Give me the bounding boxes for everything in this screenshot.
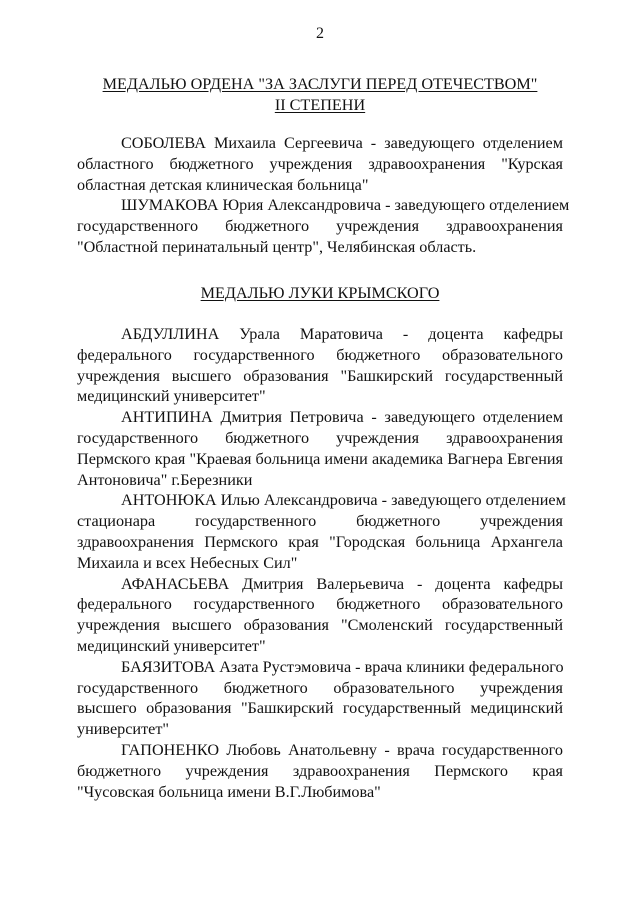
entry-line: АНТИПИНА Дмитрия Петровича - заведующего отделением [121,408,563,427]
award-entry [77,324,563,407]
entry-line: высшего образования "Башкирский государственный медицинский [77,699,563,718]
award-entry [77,490,566,573]
entry-line: Пермского края "Краевая больница имени академика Вагнера Евгения [77,449,563,468]
award-list-order-merit [77,133,570,258]
award-list-luka-krymsky [77,324,566,802]
entry-line: государственного бюджетного учреждения здравоохранения [77,428,563,447]
award-entry [77,657,563,740]
entry-line: БАЯЗИТОВА Азата Рустэмовича - врача клиники федерального [121,657,564,676]
section-heading-luka-krymsky [0,283,640,304]
section-heading-line: МЕДАЛЬЮ ОРДЕНА "ЗА ЗАСЛУГИ ПЕРЕД ОТЕЧЕСТВОМ" [102,75,538,93]
section-heading-line: II СТЕПЕНИ [274,96,366,114]
award-entry [77,407,563,490]
entry-line: "Областной перинатальный центр", Челябинская область. [77,237,477,256]
award-entry [77,195,570,257]
entry-line: ГАПОНЕНКО Любовь Анатольевну - врача государственного [121,740,563,759]
entry-line: Антоновича" г.Березники [77,470,253,489]
entry-line: АФАНАСЬЕВА Дмитрия Валерьевича - доцента кафедры [121,574,563,593]
entry-line: медицинский университет" [77,387,266,406]
award-entry [77,574,563,657]
entry-line: медицинский университет" [77,636,266,655]
entry-line: стационара государственного бюджетного учреждения [77,512,563,531]
entry-line: "Чусовская больница имени В.Г.Любимова" [77,782,381,801]
entry-line: АНТОНЮКА Илью Александровича - заведующего отделением [121,491,566,510]
award-entry [77,740,563,802]
award-entry [77,133,563,195]
entry-line: государственного бюджетного образовательного учреждения [77,678,563,697]
entry-line: СОБОЛЕВА Михаила Сергеевича - заведующего отделением [121,134,563,152]
entry-line: областного бюджетного учреждения здравоохранения "Курская [77,154,563,173]
entry-line: АБДУЛЛИНА Урала Маратовича - доцента кафедры [121,325,563,343]
entry-line: государственного бюджетного учреждения здравоохранения [77,217,563,236]
entry-line: бюджетного учреждения здравоохранения Пермского края [77,761,563,780]
entry-line: федерального государственного бюджетного образовательного [77,345,563,364]
page-number: 2 [316,25,324,42]
section-heading-order-merit [0,74,640,116]
entry-line: федерального государственного бюджетного образовательного [77,595,563,614]
entry-line: учреждения высшего образования "Смоленский государственный [77,616,563,635]
entry-line: Михаила и всех Небесных Сил" [77,553,298,572]
entry-line: здравоохранения Пермского края "Городская больница Архангела [77,532,563,551]
entry-line: ШУМАКОВА Юрия Александровича - заведующего отделением [121,196,570,215]
entry-line: учреждения высшего образования "Башкирский государственный [77,366,563,385]
section-heading-line: МЕДАЛЬЮ ЛУКИ КРЫМСКОГО [200,284,440,302]
entry-line: областная детская клиническая больница" [77,175,369,194]
entry-line: университет" [77,720,170,739]
